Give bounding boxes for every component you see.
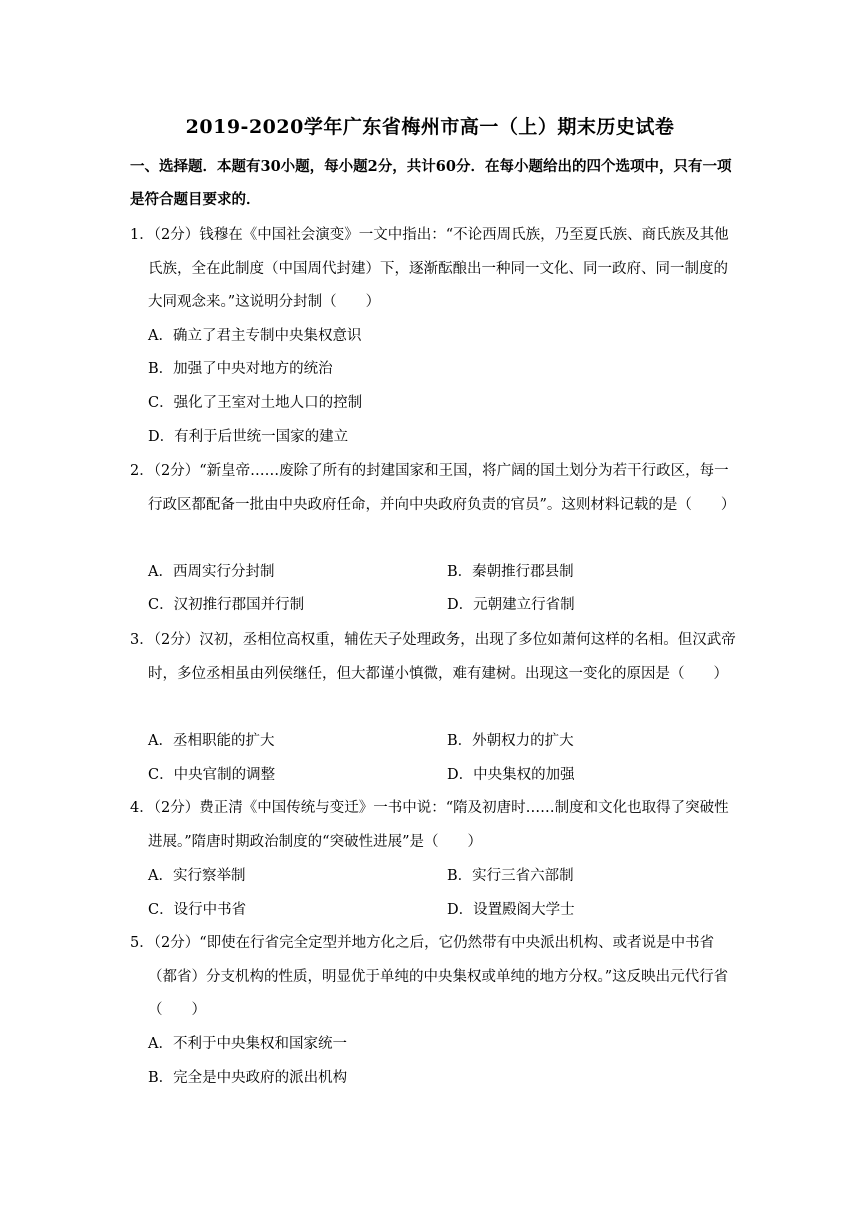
question-2-option-d: D．元朝建立行省制 bbox=[447, 597, 575, 613]
question-1-option-c: C．强化了王室对土地人口的控制 bbox=[148, 395, 363, 411]
question-4-option-a: A．实行察举制 bbox=[148, 868, 246, 884]
question-1-option-d: D．有利于后世统一国家的建立 bbox=[148, 429, 349, 445]
question-2-option-c: C．汉初推行郡国并行制 bbox=[148, 597, 305, 613]
question-1-option-a: A．确立了君主专制中央集权意识 bbox=[148, 328, 362, 344]
question-3-option-c: C．中央官制的调整 bbox=[148, 767, 276, 783]
question-3-option-d: D．中央集权的加强 bbox=[447, 767, 575, 783]
question-4-stem: 4．（2分）费正清《中国传统与变迁》一书中说：“隋及初唐时……制度和文化也取得了突破性进展。”隋唐时期政治制度的“突破性进展”是（ ） bbox=[130, 800, 729, 850]
exam-title: 2019-2020学年广东省梅州市高一（上）期末历史试卷 bbox=[185, 116, 675, 138]
question-4-option-b: B．实行三省六部制 bbox=[447, 868, 574, 884]
question-3-option-b: B．外朝权力的扩大 bbox=[447, 733, 574, 749]
question-5-stem: 5．（2分）“即使在行省完全定型并地方化之后，它仍然带有中央派出机构、或者说是中书省（都省）分支机构的性质，明显优于单纯的中央集权或单纯的地方分权。”这反映出元代行省（ ） bbox=[130, 935, 729, 1018]
question-4-option-d: D．设置殿阁大学士 bbox=[447, 902, 575, 918]
section-heading: 一、选择题．本题有30小题，每小题2分，共计60分．在每小题给出的四个选项中，只有一项是符合题目要求的． bbox=[130, 158, 732, 208]
question-3-option-a: A．丞相职能的扩大 bbox=[148, 733, 275, 749]
question-4-option-c: C．设行中书省 bbox=[148, 902, 247, 918]
question-2-option-a: A．西周实行分封制 bbox=[148, 564, 275, 580]
question-5-option-b: B．完全是中央政府的派出机构 bbox=[148, 1070, 348, 1086]
question-3-stem: 3．（2分）汉初，丞相位高权重，辅佐天子处理政务，出现了多位如萧何这样的名相。但汉武帝时，多位丞相虽由列侯继任，但大都谨小慎微，难有建树。出现这一变化的原因是（ ） bbox=[130, 632, 736, 682]
question-2-option-b: B．秦朝推行郡县制 bbox=[447, 564, 574, 580]
question-5-option-a: A．不利于中央集权和国家统一 bbox=[148, 1036, 347, 1052]
question-1-stem: 1．（2分）钱穆在《中国社会演变》一文中指出：“不论西周氏族，乃至夏氏族、商氏族及其他氏族，全在此制度（中国周代封建）下，逐渐酝酿出一种同一文化、同一政府、同一制度的大同观念来。”这说明分封制（ ） bbox=[130, 227, 729, 310]
question-1-option-b: B．加强了中央对地方的统治 bbox=[148, 361, 333, 377]
question-2-stem: 2．（2分）“新皇帝……废除了所有的封建国家和王国，将广阔的国土划分为若干行政区，每一行政区都配备一批由中央政府任命，并向中央政府负责的官员”。这则材料记载的是（ ） bbox=[130, 463, 736, 513]
